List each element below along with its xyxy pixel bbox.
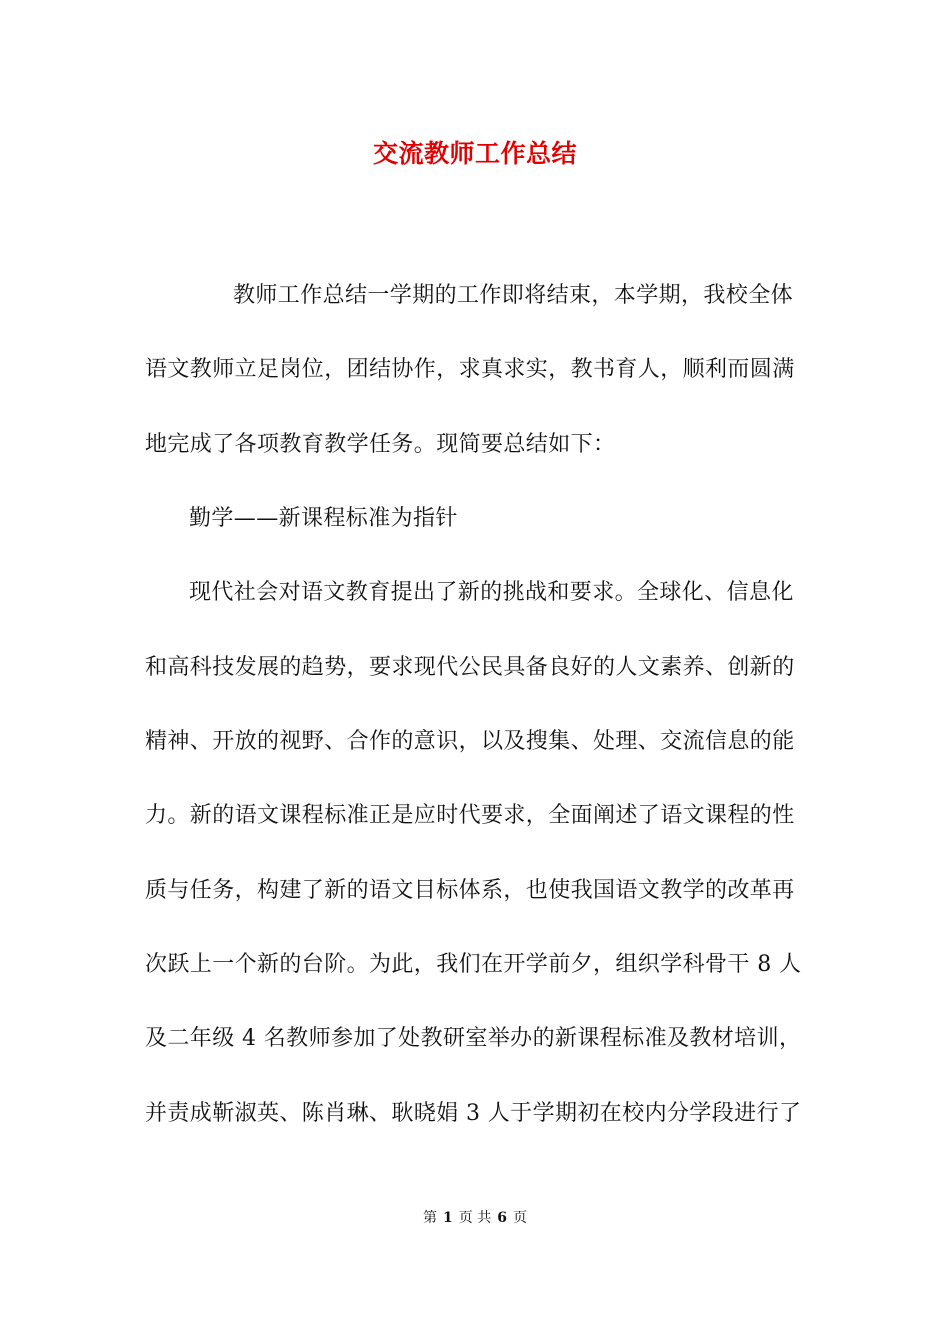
document-title: 交流教师工作总结 [372,139,577,168]
paragraph-line-11: 及二年级 4 名教师参加了处教研室举办的新课程标准及教材培训， [145,1026,802,1051]
footer-mid: 页 共 [458,1210,492,1226]
paragraph-line-2: 语文教师立足岗位，团结协作，求真求实，教书育人，顺利而圆满 [145,357,795,382]
footer-current-page: 1 [443,1210,453,1226]
page-footer [0,1208,950,1228]
paragraph-line-5: 现代社会对语文教育提出了新的挑战和要求。全球化、信息化 [189,580,794,605]
paragraph-line-9: 质与任务，构建了新的语文目标体系，也使我国语文教学的改革再 [145,878,795,903]
paragraph-line-12: 并责成靳淑英、陈肖琳、耿晓娟 3 人于学期初在校内分学段进行了 [145,1101,802,1126]
paragraph-line-8: 力。新的语文课程标准正是应时代要求，全面阐述了语文课程的性 [145,803,795,828]
paragraph-line-1: 教师工作总结一学期的工作即将结束，本学期，我校全体 [233,283,794,308]
footer-total-pages: 6 [497,1210,507,1226]
section-heading: 勤学——新课程标准为指针 [189,506,458,531]
paragraph-line-6: 和高科技发展的趋势，要求现代公民具备良好的人文素养、创新的 [145,655,795,680]
footer-suffix: 页 [512,1210,527,1226]
paragraph-line-3: 地完成了各项教育教学任务。现简要总结如下： [145,432,616,457]
paragraph-line-10: 次跃上一个新的台阶。为此，我们在开学前夕，组织学科骨干 8 人 [145,952,802,977]
footer-prefix: 第 [423,1210,438,1226]
paragraph-line-7: 精神、开放的视野、合作的意识，以及搜集、处理、交流信息的能 [145,729,795,754]
